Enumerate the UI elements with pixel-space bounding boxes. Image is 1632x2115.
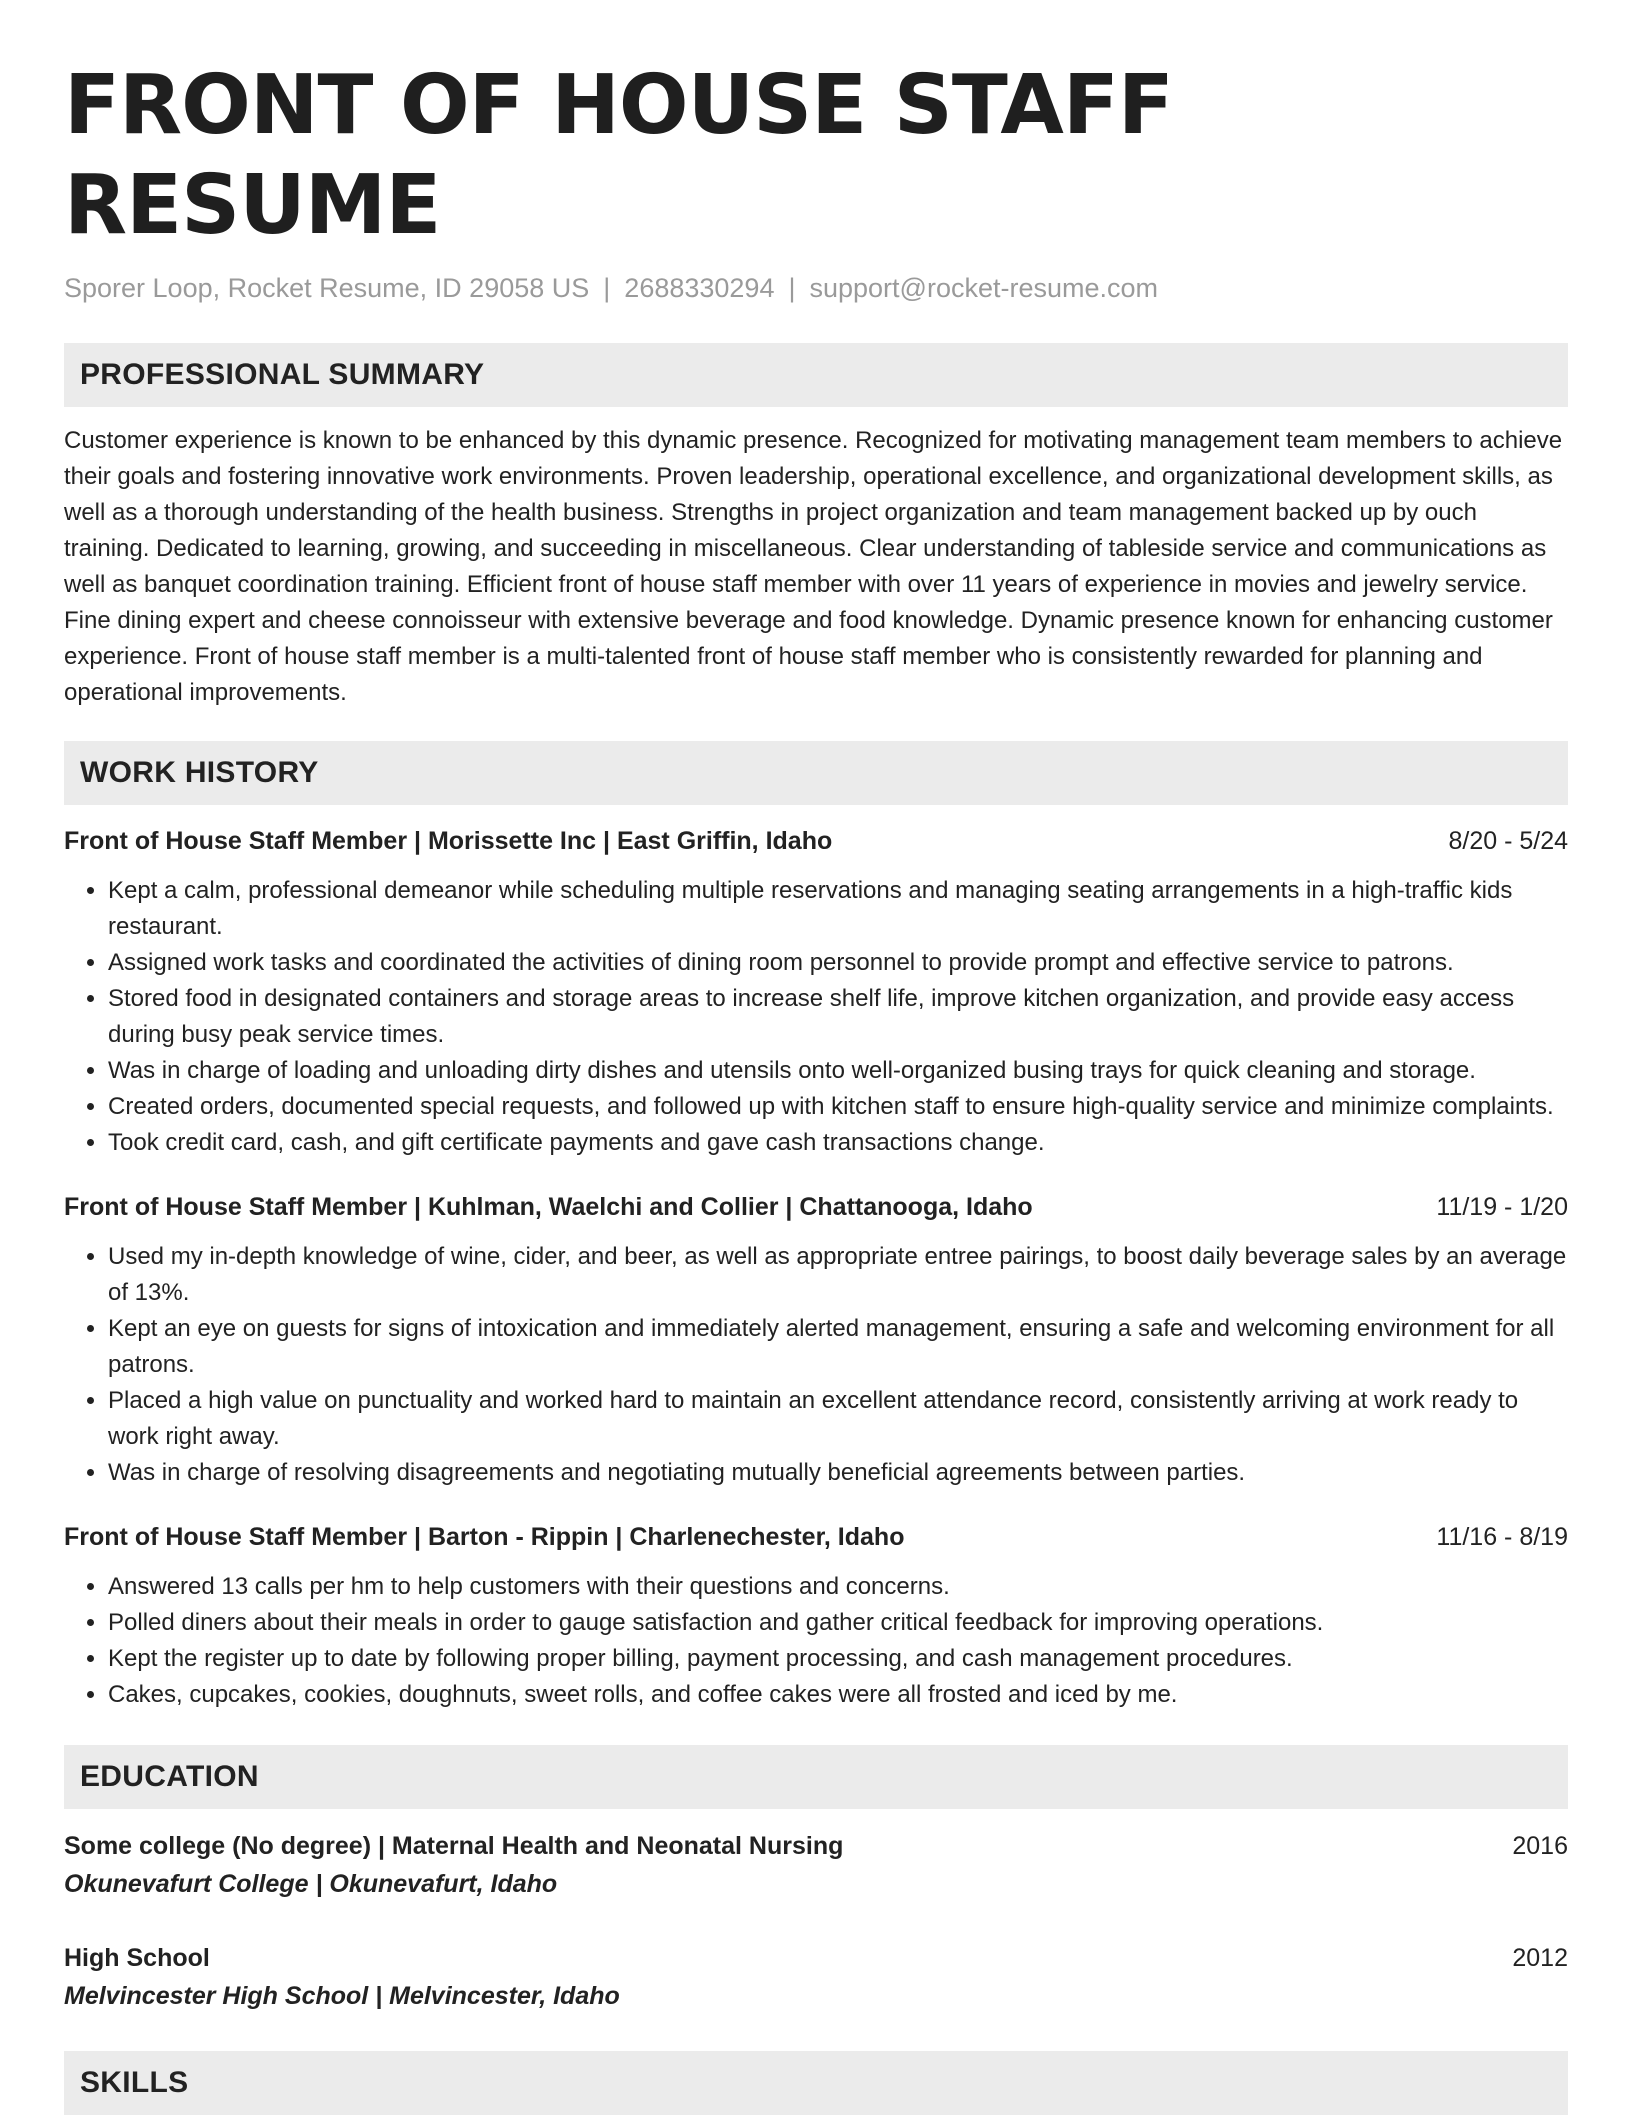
contact-separator: | <box>788 273 796 303</box>
section-header-work-history: WORK HISTORY <box>64 741 1568 805</box>
job-header <box>64 823 1568 859</box>
job-bullets <box>64 1569 1568 1713</box>
education-entry <box>64 1939 1568 2015</box>
job-bullet: • Answered 13 calls per hm to help customers with their questions and concerns. <box>108 1569 1568 1605</box>
job-header <box>64 1519 1568 1555</box>
job-bullet: • Used my in-depth knowledge of wine, cider, and beer, as well as appropriate entree pairings, to boost daily beverage sales by an average of 13%. <box>108 1239 1568 1311</box>
education-year: 2012 <box>1512 1944 1568 1972</box>
job-bullets <box>64 1239 1568 1491</box>
education-header <box>64 1827 1568 1865</box>
job-entry <box>64 1519 1568 1713</box>
job-dates: 8/20 - 5/24 <box>1448 827 1568 855</box>
contact-address: Sporer Loop, Rocket Resume, ID 29058 US <box>64 273 590 303</box>
education-entry <box>64 1827 1568 1903</box>
section-header-skills: SKILLS <box>64 2051 1568 2115</box>
job-bullet: • Was in charge of resolving disagreements and negotiating mutually beneficial agreements between parties. <box>108 1455 1568 1491</box>
job-title: Front of House Staff Member | Kuhlman, Waelchi and Collier | Chattanooga, Idaho <box>64 1193 1033 1221</box>
education-header <box>64 1939 1568 1977</box>
job-dates: 11/16 - 8/19 <box>1436 1523 1568 1551</box>
contact-separator: | <box>603 273 611 303</box>
job-bullet: • Created orders, documented special requests, and followed up with kitchen staff to ensure high-quality service and minimize complaints. <box>108 1089 1568 1125</box>
job-bullet: • Assigned work tasks and coordinated the activities of dining room personnel to provide prompt and effective service to patrons. <box>108 945 1568 981</box>
job-bullet: • Took credit card, cash, and gift certificate payments and gave cash transactions change. <box>108 1125 1568 1161</box>
job-bullet: • Kept the register up to date by following proper billing, payment processing, and cash management procedures. <box>108 1641 1568 1677</box>
education-title: Some college (No degree) | Maternal Health and Neonatal Nursing <box>64 1832 844 1860</box>
job-bullet: • Was in charge of loading and unloading dirty dishes and utensils onto well-organized busing trays for quick cleaning and storage. <box>108 1053 1568 1089</box>
job-bullet: • Stored food in designated containers and storage areas to increase shelf life, improve kitchen organization, and provide easy access during busy peak service times. <box>108 981 1568 1053</box>
section-header-education: EDUCATION <box>64 1745 1568 1809</box>
education-school: Melvincester High School | Melvincester, Idaho <box>64 1982 620 2010</box>
education-school: Okunevafurt College | Okunevafurt, Idaho <box>64 1870 558 1898</box>
job-entry <box>64 823 1568 1161</box>
resume-title: FRONT OF HOUSE STAFF RESUME <box>64 58 1173 253</box>
education-title: High School <box>64 1944 210 1972</box>
job-title: Front of House Staff Member | Barton - Rippin | Charlenechester, Idaho <box>64 1523 905 1551</box>
job-entry <box>64 1189 1568 1491</box>
job-dates: 11/19 - 1/20 <box>1436 1193 1568 1221</box>
section-header-summary: PROFESSIONAL SUMMARY <box>64 343 1568 407</box>
contact-line <box>64 270 1568 306</box>
job-bullet: • Placed a high value on punctuality and worked hard to maintain an excellent attendance record, consistently arriving at work ready to work right away. <box>108 1383 1568 1455</box>
contact-email: support@rocket-resume.com <box>809 273 1159 303</box>
job-bullet: • Polled diners about their meals in order to gauge satisfaction and gather critical feedback for improving operations. <box>108 1605 1568 1641</box>
contact-phone: 2688330294 <box>624 273 775 303</box>
job-title: Front of House Staff Member | Morissette Inc | East Griffin, Idaho <box>64 827 833 855</box>
job-bullet: • Kept a calm, professional demeanor while scheduling multiple reservations and managing seating arrangements in a high-traffic kids restaurant. <box>108 873 1568 945</box>
job-bullet: • Kept an eye on guests for signs of intoxication and immediately alerted management, ensuring a safe and welcoming environment for all patrons. <box>108 1311 1568 1383</box>
education-year: 2016 <box>1512 1832 1568 1860</box>
job-bullets <box>64 873 1568 1161</box>
job-bullet: • Cakes, cupcakes, cookies, doughnuts, sweet rolls, and coffee cakes were all frosted and iced by me. <box>108 1677 1568 1713</box>
job-header <box>64 1189 1568 1225</box>
summary-text: Customer experience is known to be enhanced by this dynamic presence. Recognized for motivating management team members to achieve their goals and fostering innovative work environments. Proven leadership, operational excellence, and organizational development skills, as well as a thorough understanding of the health business. Strengths in project organization and team management backed up by ouch training. Dedicated to learning, growing, and succeeding in miscellaneous. Clear understanding of tableside service and communications as well as banquet coordination training. Efficient front of house staff member with over 11 years of experience in movies and jewelry service. Fine dining expert and cheese connoisseur with extensive beverage and food knowledge. Dynamic presence known for enhancing customer experience. Front of house staff member is a multi-talented front of house staff member who is consistently rewarded for planning and operational improvements. <box>64 427 1563 706</box>
